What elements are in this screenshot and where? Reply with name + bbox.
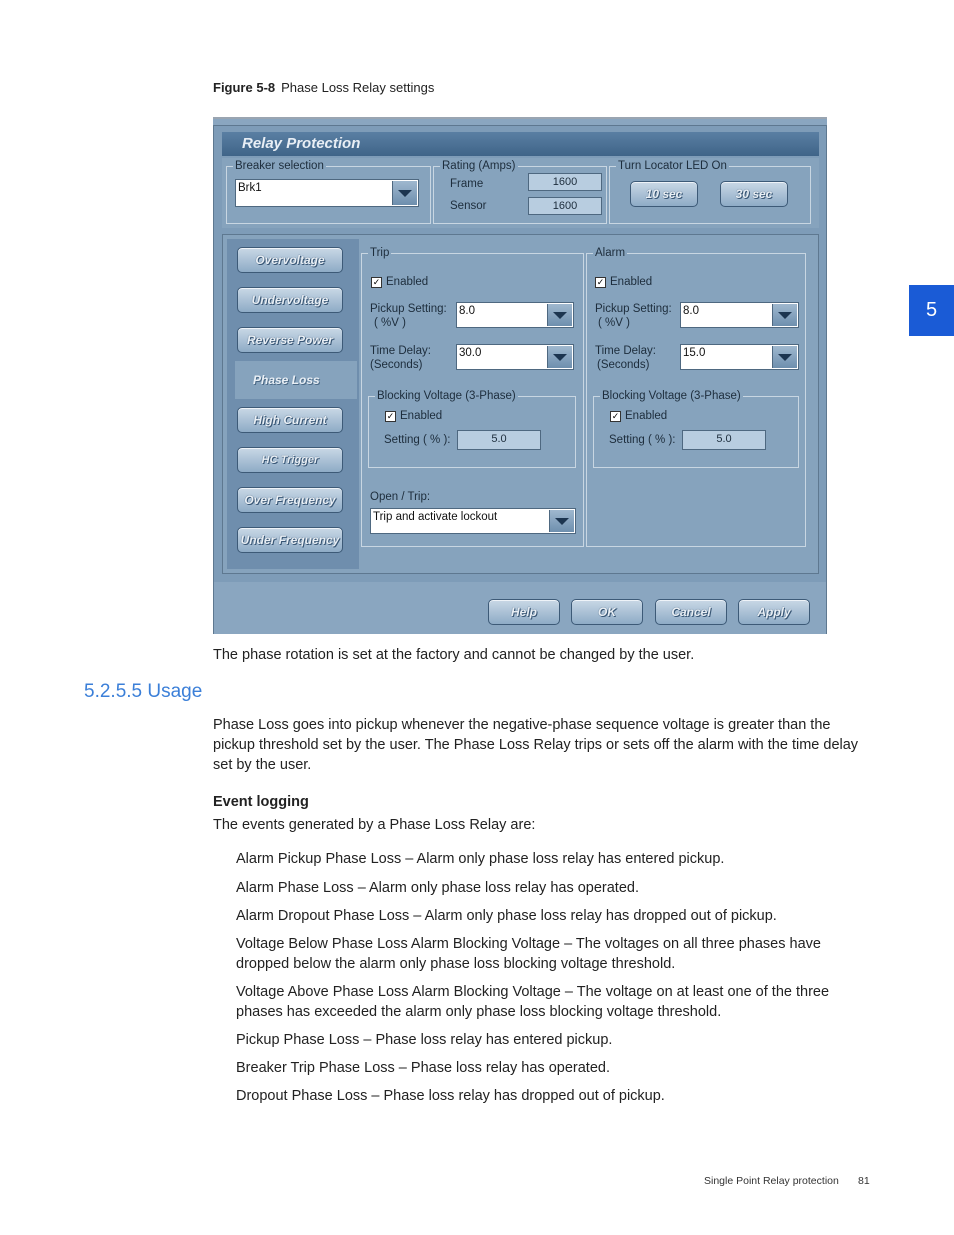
alarm-enabled-label: Enabled: [610, 276, 653, 288]
rating-label: Rating (Amps): [442, 160, 516, 172]
trip-blocking-label: Blocking Voltage (3-Phase): [377, 390, 516, 402]
nav-undervoltage[interactable]: Undervoltage: [237, 287, 343, 313]
dialog-title: Relay Protection: [222, 132, 819, 156]
event-item: Dropout Phase Loss – Phase loss relay has dropped out of pickup.: [236, 1088, 665, 1104]
alarm-pickup-unit: ( %V ): [598, 317, 630, 329]
trip-enabled-label: Enabled: [386, 276, 429, 288]
chevron-down-icon[interactable]: [547, 304, 572, 326]
alarm-delay-label: Time Delay:: [595, 345, 656, 357]
alarm-delay-unit: (Seconds): [597, 359, 650, 371]
alarm-setting-label: Setting ( % ):: [609, 434, 676, 446]
alarm-blocking-enabled-label: Enabled: [625, 410, 668, 422]
figure-title: Phase Loss Relay settings: [281, 80, 435, 95]
event-item: Voltage Above Phase Loss Alarm Blocking Voltage – The voltage on at least one of the three phases has exceeded the alarm only phase loss blocking voltage threshold.: [236, 984, 830, 1020]
trip-setting-value[interactable]: 5.0: [457, 430, 541, 450]
nav-phase-loss[interactable]: Phase Loss: [235, 361, 357, 399]
trip-group: [361, 247, 584, 547]
trip-pickup-label: Pickup Setting:: [370, 303, 447, 315]
apply-button[interactable]: Apply: [738, 599, 810, 625]
frame-value: 1600: [528, 173, 602, 191]
footer-section: Single Point Relay protection: [704, 1175, 839, 1187]
alarm-pickup-select[interactable]: [680, 302, 799, 328]
locator-10-sec-button[interactable]: 10 sec: [630, 181, 698, 207]
cancel-button[interactable]: Cancel: [655, 599, 727, 625]
trip-blocking-enabled-label: Enabled: [400, 410, 443, 422]
trip-delay-label: Time Delay:: [370, 345, 431, 357]
nav-hc-trigger[interactable]: HC Trigger: [237, 447, 343, 473]
trip-delay-select[interactable]: [456, 344, 574, 370]
locator-led-label: Turn Locator LED On: [618, 160, 727, 172]
rating-group: [433, 160, 607, 224]
trip-blocking-enabled-checkbox[interactable]: ✓: [386, 411, 395, 421]
usage-paragraph: Phase Loss goes into pickup whenever the negative-phase sequence voltage is greater than the pickup threshold set by the user. The Phase Loss Relay trips or sets off the alarm with the time delay set by the user.: [213, 717, 859, 773]
alarm-pickup-label: Pickup Setting:: [595, 303, 672, 315]
help-button[interactable]: Help: [488, 599, 560, 625]
alarm-group: [586, 247, 806, 547]
alarm-delay-value: 15.0: [683, 347, 706, 359]
chapter-tab: 5: [909, 285, 954, 336]
trip-setting-label: Setting ( % ):: [384, 434, 451, 446]
event-item: Breaker Trip Phase Loss – Phase loss relay has operated.: [236, 1060, 610, 1076]
trip-pickup-select[interactable]: [456, 302, 574, 328]
dialog-button-bar: [214, 582, 826, 634]
breaker-selection-group: [226, 160, 431, 224]
trip-pickup-value: 8.0: [459, 305, 475, 317]
chevron-down-icon[interactable]: [547, 346, 572, 368]
trip-delay-unit: (Seconds): [370, 359, 423, 371]
trip-blocking-group: [368, 390, 576, 468]
nav-over-frequency[interactable]: Over Frequency: [237, 487, 343, 513]
figure-label: Figure 5-8: [213, 80, 276, 95]
relay-protection-dialog: [213, 117, 827, 634]
event-item: Alarm Phase Loss – Alarm only phase loss relay has operated.: [236, 880, 639, 896]
sensor-value: 1600: [528, 197, 602, 215]
alarm-setting-value[interactable]: 5.0: [682, 430, 766, 450]
alarm-enabled-checkbox[interactable]: ✓: [596, 277, 605, 287]
trip-label: Trip: [370, 247, 390, 259]
trip-delay-value: 30.0: [459, 347, 482, 359]
event-logging-heading: Event logging: [213, 794, 309, 810]
nav-reverse-power[interactable]: Reverse Power: [237, 327, 343, 353]
chevron-down-icon[interactable]: [392, 181, 417, 205]
breaker-select[interactable]: [235, 179, 419, 207]
chevron-down-icon[interactable]: [772, 304, 797, 326]
open-trip-value: Trip and activate lockout: [373, 511, 498, 523]
breaker-select-value: Brk1: [238, 182, 262, 194]
trip-pickup-unit: ( %V ): [374, 317, 406, 329]
nav-overvoltage[interactable]: Overvoltage: [237, 247, 343, 273]
nav-high-current[interactable]: High Current: [237, 407, 343, 433]
alarm-label: Alarm: [595, 247, 626, 259]
chevron-down-icon[interactable]: [772, 346, 797, 368]
alarm-blocking-enabled-checkbox[interactable]: ✓: [611, 411, 620, 421]
event-item: Alarm Pickup Phase Loss – Alarm only phase loss relay has entered pickup.: [236, 851, 725, 867]
relay-settings-area: [222, 234, 819, 574]
alarm-blocking-label: Blocking Voltage (3-Phase): [602, 390, 741, 402]
event-item: Voltage Below Phase Loss Alarm Blocking Voltage – The voltages on all three phases have dropped below the alarm only phase loss blocking voltage threshold.: [236, 936, 821, 972]
event-intro: The events generated by a Phase Loss Relay are:: [213, 817, 536, 833]
alarm-pickup-value: 8.0: [683, 305, 699, 317]
trip-enabled-checkbox[interactable]: ✓: [372, 277, 381, 287]
breaker-selection-label: Breaker selection: [235, 160, 324, 172]
figure-caption: [213, 80, 434, 95]
page-number: 81: [858, 1175, 870, 1187]
alarm-delay-select[interactable]: [680, 344, 799, 370]
sensor-label: Sensor: [450, 200, 487, 212]
event-item: Alarm Dropout Phase Loss – Alarm only phase loss relay has dropped out of pickup.: [236, 908, 777, 924]
alarm-blocking-group: [593, 390, 799, 468]
locator-30-sec-button[interactable]: 30 sec: [720, 181, 788, 207]
top-settings-area: [222, 158, 819, 228]
locator-led-group: [609, 160, 811, 224]
section-heading: 5.2.5.5 Usage: [84, 681, 203, 702]
dialog-body: [213, 125, 827, 634]
event-item: Pickup Phase Loss – Phase loss relay has entered pickup.: [236, 1032, 613, 1048]
rotation-note: The phase rotation is set at the factory and cannot be changed by the user.: [213, 647, 695, 663]
frame-label: Frame: [450, 178, 484, 190]
open-trip-select[interactable]: [370, 508, 576, 534]
ok-button[interactable]: OK: [571, 599, 643, 625]
open-trip-label: Open / Trip:: [370, 491, 431, 503]
chevron-down-icon[interactable]: [549, 510, 574, 532]
nav-under-frequency[interactable]: Under Frequency: [237, 527, 343, 553]
